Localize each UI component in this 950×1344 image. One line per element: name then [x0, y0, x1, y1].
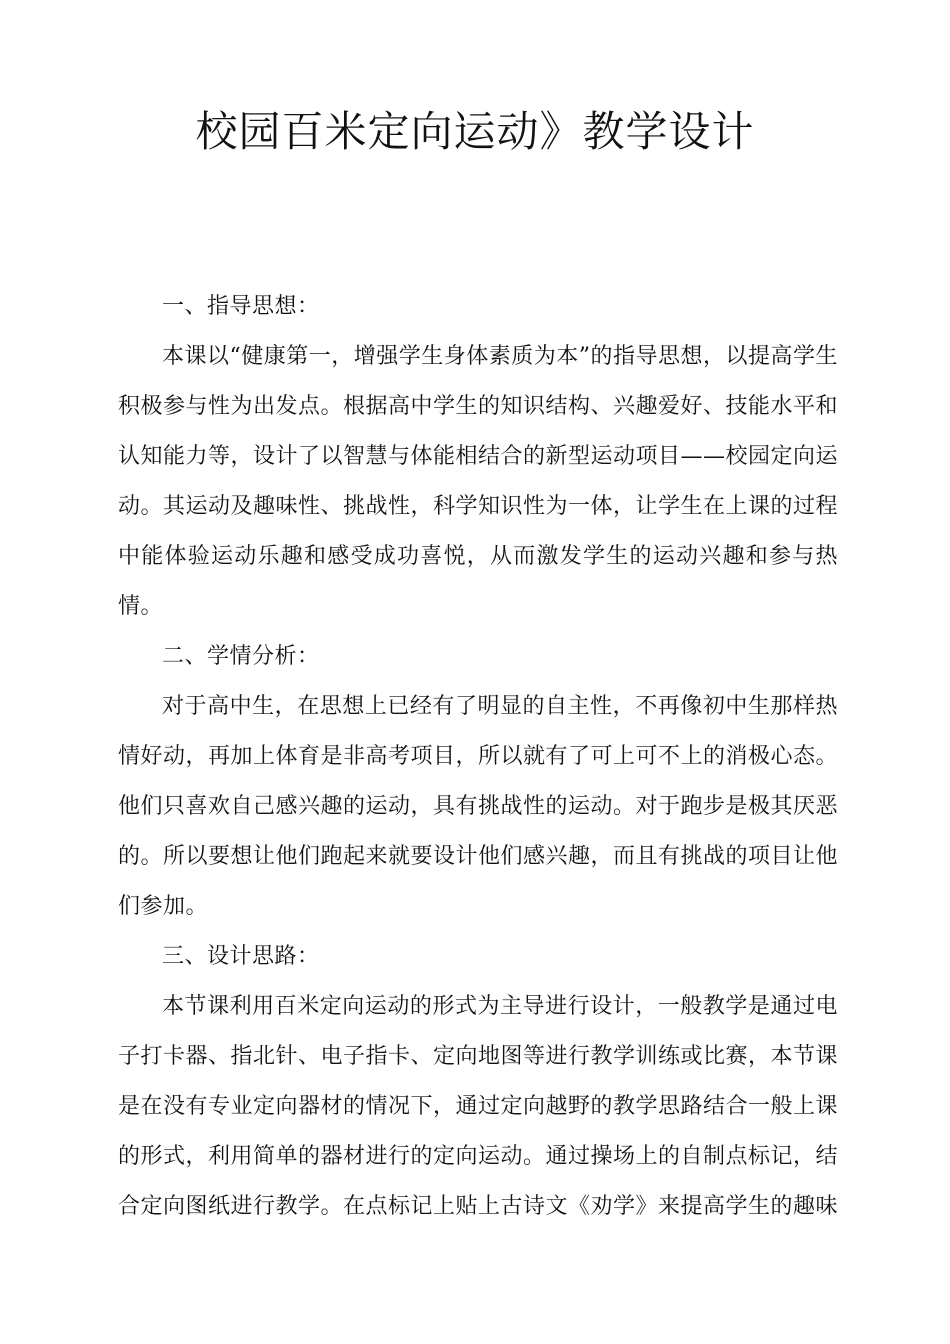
section-heading-guiding-ideology: 一、指导思想： [162, 294, 320, 319]
paragraph-design-approach: 本节课利用百米定向运动的形式为主导进行设计，一般教学是通过电子打卡器、指北针、电子指卡、定向地图等进行教学训练或比赛，本节课是在没有专业定向器材的情况下，通过定向越野的教学思路结合一般上课的形式，利用简单的器材进行的定向运动。通过操场上的自制点标记，结合定向图纸进行教学。在点标记上贴上古诗文《劝学》来提高学生的趣味 [118, 994, 839, 1219]
section-heading-student-analysis: 二、学情分析： [162, 644, 320, 669]
section-heading-design-approach: 三、设计思路： [162, 944, 320, 969]
document-body [118, 282, 838, 1232]
paragraph-guiding-ideology: 本课以“健康第一，增强学生身体素质为本”的指导思想，以提高学生积极参与性为出发点。根据高中学生的知识结构、兴趣爱好、技能水平和认知能力等，设计了以智慧与体能相结合的新型运动项目——校园定向运动。其运动及趣味性、挑战性，科学知识性为一体，让学生在上课的过程中能体验运动乐趣和感受成功喜悦，从而激发学生的运动兴趣和参与热情。 [118, 344, 839, 619]
document-title: 校园百米定向运动》教学设计 [195, 107, 755, 156]
paragraph-student-analysis: 对于高中生，在思想上已经有了明显的自主性，不再像初中生那样热情好动，再加上体育是非高考项目，所以就有了可上可不上的消极心态。他们只喜欢自己感兴趣的运动，具有挑战性的运动。对于跑步是极其厌恶的。所以要想让他们跑起来就要设计他们感兴趣，而且有挑战的项目让他们参加。 [118, 694, 839, 919]
